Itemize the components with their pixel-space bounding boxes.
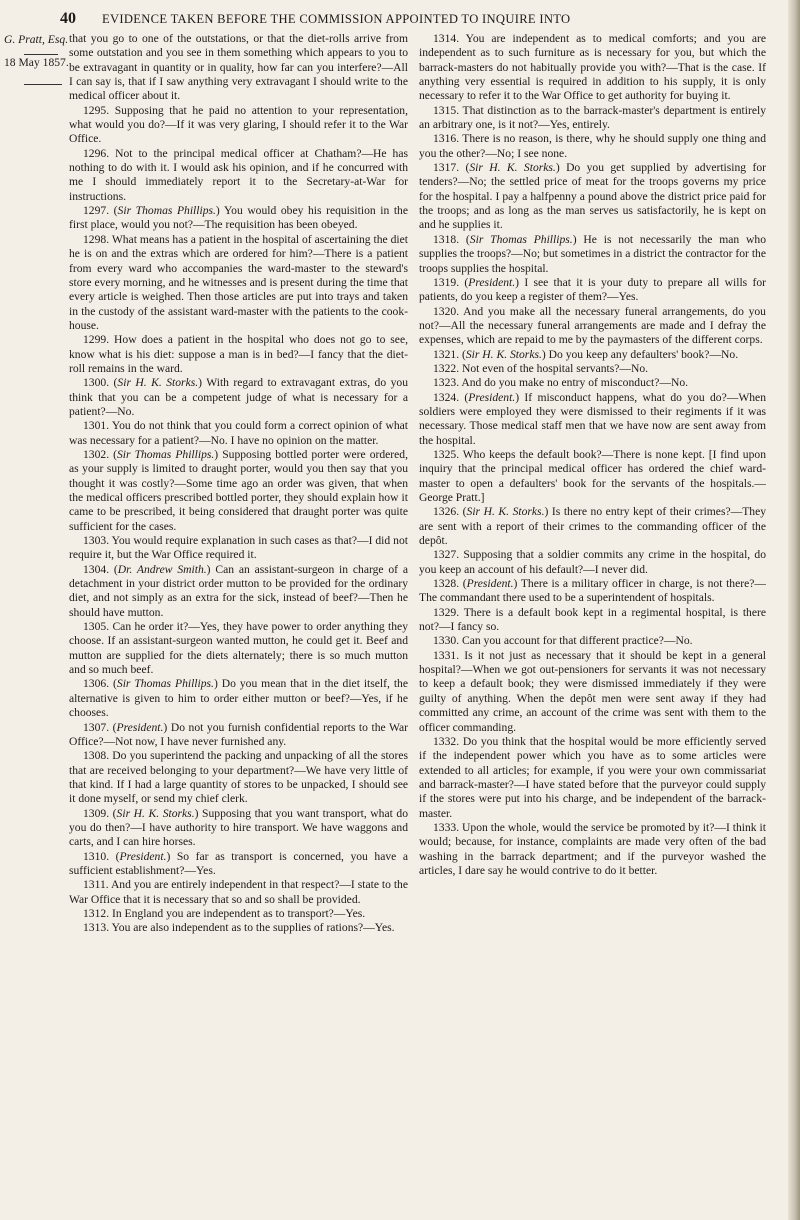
question-1321: 1321. (Sir H. K. Storks.) Do you keep any defaulters' book?—No. <box>433 347 739 361</box>
question-text: Is there no entry kept of their crimes?—They are sent with a report of their crimes to the commanding officer of the depôt. <box>419 505 767 548</box>
question-text: I see that it is your duty to prepare all wills for patients, do you keep a register of them?—Yes. <box>419 275 766 304</box>
question-1315 <box>419 104 766 133</box>
speaker-name: President. <box>468 390 516 404</box>
continued-answer <box>69 32 408 104</box>
question-text: Do you mean that in the diet itself, the alternative is given to him to order either mutton or beef?—Yes, if he chooses. <box>69 677 409 720</box>
question-text: Do you keep any defaulters' book?—No. <box>548 347 739 361</box>
question-1305 <box>69 620 408 677</box>
question-text: There is a default book kept in a regimental hospital, is there not?—I fancy so. <box>419 605 766 634</box>
question-1322 <box>419 362 766 376</box>
question-1314 <box>419 32 766 104</box>
question-text: that you go to one of the outstations, or that the diet-rolls arrive from some outstation and you see in them something which appears to you to be extravagant in quantity or in quality, how far can you interfere?—All I can say is, that if I saw anything very extravagant I should write to the medical officer about it. <box>69 32 408 103</box>
question-text: Can he order it?—Yes, they have power to order anything they choose. If an assistant-surgeon wanted mutton, he could get it. Beef and mutton are supplied for the diets alternately; there is so much mutton and so much beef. <box>69 620 408 677</box>
question-1332 <box>419 735 766 821</box>
speaker-name: Sir Thomas Phillips. <box>116 677 214 691</box>
question-1319: 1319. (President.) I see that it is your duty to prepare all wills for patients, do you keep a register of them?—Yes. <box>419 275 766 304</box>
speaker-name: Dr. Andrew Smith. <box>117 562 207 576</box>
question-1320 <box>419 305 766 348</box>
question-1331 <box>419 649 766 735</box>
question-1324: 1324. (President.) If misconduct happens, what do you do?—When soldiers were employed they were dismissed to their regiments if it was necessary. Those medical staff men that we have now are sent away from the hospital. <box>419 390 766 447</box>
question-text: Not to the principal medical officer at Chatham?—He has nothing to do with it. I would ask his opinion, and if he concurred with me I should immediately report it to the Secretary-at-War for instructions. <box>69 146 409 203</box>
question-number: 1331. <box>433 648 465 662</box>
running-head: EVIDENCE TAKEN BEFORE THE COMMISSION APPOINTED TO INQUIRE INTO <box>102 12 571 26</box>
question-number: 1316. <box>433 132 463 146</box>
question-text: Do you think that the hospital would be more efficiently served if the independent power which you have as to some articles were extended to all articles; for example, if you were your own commissariat and barrack-master?—I have stated before that the purveyor could supply if the stores were put into his charge, and be independent of the barrack-master. <box>419 734 766 820</box>
question-1303 <box>69 534 408 563</box>
question-1308 <box>69 749 408 806</box>
question-number: 1313. <box>83 921 112 935</box>
question-1311 <box>69 878 408 907</box>
question-text: And you are entirely independent in that respect?—I state to the War Office that it is necessary that so and so shall be provided. <box>69 878 408 906</box>
speaker-name: Sir Thomas Phillips. <box>117 204 216 218</box>
question-text: Can you account for that different practice?—No. <box>461 634 693 648</box>
speaker-name: President. <box>119 849 167 863</box>
question-1317: 1317. (Sir H. K. Storks.) Do you get supplied by advertising for tenders?—No; the settled price of meat for the troops governs my price for the hospital. I pay a halfpenny a pound above the district price paid for the troops; and as long as the man serves us satisfactorily, he is kept on and he supplies it. <box>419 161 766 232</box>
question-text: There is no reason, is there, why he should supply one thing and you the other?—No; I see none. <box>419 132 766 160</box>
question-number: 1324. <box>433 390 465 404</box>
question-1306: 1306. (Sir Thomas Phillips.) Do you mean that in the diet itself, the alternative is given to him to order either mutton or beef?—Yes, if he chooses. <box>69 677 409 720</box>
question-text: In England you are independent as to transport?—Yes. <box>111 906 366 920</box>
question-text: Supposing that a soldier commits any crime in the hospital, do you keep an account of his default?—I never did. <box>419 548 767 576</box>
question-text: Supposing that you want transport, what do you do then?—I have authority to hire transport. We have waggons and carts, and I can hire horses. <box>69 806 409 849</box>
question-number: 1314. <box>433 32 466 45</box>
page-number: 40 <box>60 10 76 27</box>
question-text: How does a patient in the hospital who does not go to see, know what is his diet: suppose a man is in bed?—I fancy that the diet-roll remains in the ward. <box>69 333 409 375</box>
question-1333 <box>419 821 766 878</box>
question-number: 1322. <box>433 361 462 375</box>
speaker-name: Sir H. K. Storks. <box>116 806 195 820</box>
question-text: Do you get supplied by advertising for tenders?—No; the settled price of meat for the troops governs my price for the hospital. I pay a halfpenny a pound above the district price paid for the troops; and as long as the man serves us satisfactorily, he is kept on and he supplies it. <box>419 161 766 232</box>
question-text: Is it not just as necessary that it should be kept in a general hospital?—When we got out-pensioners for servants it was not necessary to keep a default book; they were dismissed immediately if they were guilty of anything. When the depôt men were sent away if they had committed any crime, an account of the crime was sent with them to the officer commanding. <box>419 648 767 734</box>
margin-rule <box>24 84 62 85</box>
question-1312 <box>69 907 408 921</box>
question-1323 <box>419 376 766 390</box>
question-1304: 1304. (Dr. Andrew Smith.) Can an assistant-surgeon in charge of a detachment in your district order mutton to be provided for the ordinary diet, and not simply as an extra for the sick, instead of beef?—Then he should have mutton. <box>69 562 409 619</box>
question-text: And do you make no entry of misconduct?—No. <box>461 376 689 390</box>
speaker-name: Sir H. K. Storks. <box>465 347 542 361</box>
question-1307: 1307. (President.) Do not you furnish confidential reports to the War Office?—Not now, I have never furnished any. <box>69 720 409 748</box>
question-text: Upon the whole, would the service be promoted by it?—I think it would; because, for instance, complaints are made very often of the bad washing in the barrack department; and if the purveyor washed the articles, I dare say he would contrive to do it better. <box>419 820 766 877</box>
witness-name: G. Pratt, Esq. <box>4 33 69 46</box>
testimony-date: 18 May 1857. <box>4 56 69 69</box>
left-column <box>69 32 408 936</box>
question-1330 <box>419 634 766 648</box>
speaker-name: Sir Thomas Phillips. <box>117 447 215 461</box>
speaker-name: President. <box>466 577 514 591</box>
question-1301 <box>69 419 408 448</box>
question-1309: 1309. (Sir H. K. Storks.) Supposing that you want transport, what do you do then?—I have authority to hire transport. We have waggons and carts, and I can hire horses. <box>69 806 409 849</box>
question-1297: 1297. (Sir Thomas Phillips.) You would obey his requisition in the first place, would you not?—The requisition has been obeyed. <box>69 204 408 232</box>
question-text: So far as transport is concerned, you have a sufficient establishment?—Yes. <box>69 849 409 877</box>
question-number: 1306. <box>83 677 114 691</box>
question-text: With regard to extravagant extras, do you think that you can be a competent judge of what is necessary for a patient?—No. <box>69 376 408 418</box>
question-number: 1299. <box>83 333 115 347</box>
question-number: 1329. <box>433 605 464 619</box>
question-text: He is not necessarily the man who supplies the troops?—No; but sometimes in a district the contractor for the troops supplies the hospital. <box>419 232 766 275</box>
question-number: 1295. <box>83 103 115 117</box>
question-1298 <box>69 233 408 333</box>
question-1313 <box>69 921 408 935</box>
question-text: That distinction as to the barrack-master's department is entirely an arbitrary one, is it not?—Yes, entirely. <box>419 103 766 132</box>
question-text: Do not you furnish confidential reports to the War Office?—Not now, I have never furnished any. <box>69 720 409 748</box>
question-text: Supposing bottled porter were ordered, as your supply is limited to draught porter, would you then say that you thought it was costly?—Some time ago an order was given, that when the medical officers prescribed bottled porter, they should explain how it came to be prescribed, it being considered that draught porter was quite sufficient for the cases. <box>69 447 409 533</box>
question-1299 <box>69 333 408 376</box>
question-number: 1310. <box>83 849 116 863</box>
page-header <box>60 10 780 30</box>
question-number: 1319. <box>433 275 465 289</box>
speaker-name: Sir H. K. Storks. <box>469 161 556 175</box>
question-number: 1307. <box>83 720 113 734</box>
question-number: 1303. <box>83 534 112 548</box>
question-number: 1323. <box>433 376 462 390</box>
question-number: 1321. <box>433 347 462 361</box>
question-text: You are independent as to medical comforts; and you are independent as to such furniture as is necessary for you, but which the barrack-masters do not habitually provide you with?—That is the case. If anything very essential is required in addition to his supply, it is only necessary to refer it to the War Office to get authority for buying it. <box>419 32 766 103</box>
question-number: 1327. <box>433 548 464 562</box>
question-1316 <box>419 132 766 161</box>
question-1296 <box>69 147 408 204</box>
question-number: 1325. <box>433 447 463 461</box>
question-text: Supposing that he paid no attention to your representation, what would you do?—If it was very glaring, I should refer it to the War Office. <box>69 103 409 146</box>
margin-note <box>4 32 69 85</box>
question-text: You do not think that you could form a correct opinion of what was necessary for a patient?—No. I have no opinion on the matter. <box>69 419 409 447</box>
speaker-name: Sir H. K. Storks. <box>466 505 545 519</box>
question-number: 1330. <box>433 634 462 648</box>
question-text: Do you superintend the packing and unpacking of all the stores that are received belonging to your department?—We have very little of that kind. If I had a large quantity of stores to be unpacked, I should see it done myself, or send my chief clerk. <box>69 749 408 806</box>
question-text: If misconduct happens, what do you do?—When soldiers were employed they were dismissed to their regiments if it was necessary. Those medical staff men that we have now are sent away from the hospital. <box>419 390 766 447</box>
question-text: You would obey his requisition in the first place, would you not?—The requisition has been obeyed. <box>69 204 408 232</box>
question-number: 1333. <box>433 820 463 834</box>
question-number: 1328. <box>433 577 463 591</box>
question-number: 1318. <box>433 232 466 246</box>
speaker-name: Sir Thomas Phillips. <box>469 232 573 246</box>
question-number: 1308. <box>83 749 113 763</box>
page-edge <box>788 0 800 1220</box>
question-1326: 1326. (Sir H. K. Storks.) Is there no entry kept of their crimes?—They are sent with a report of their crimes to the commanding officer of the depôt. <box>419 505 767 548</box>
question-1318: 1318. (Sir Thomas Phillips.) He is not necessarily the man who supplies the troops?—No; but sometimes in a district the contractor for the troops supplies the hospital. <box>419 232 766 275</box>
speaker-name: President. <box>468 275 516 289</box>
question-number: 1332. <box>433 734 463 748</box>
question-1295 <box>69 104 408 147</box>
question-text: What means has a patient in the hospital of ascertaining the diet he is on and the extras which are ordered for him?—There is a patient from every ward who accompanies the ward-master to the steward's store every morning, and he witnesses and is present during the time that every article is weighed. Then those articles are put into trays and taken in the custody of the assistant ward-master with the patients to the cook-house. <box>69 232 408 332</box>
question-number: 1298. <box>83 232 112 246</box>
question-number: 1304. <box>83 562 114 576</box>
question-number: 1320. <box>433 304 464 318</box>
question-number: 1302. <box>83 447 114 461</box>
right-column <box>419 32 766 878</box>
question-text: You are also independent as to the supplies of rations?—Yes. <box>111 921 395 935</box>
question-text: There is a military officer in charge, is not there?—The commandant there used to be a superintendent of hospitals. <box>419 577 766 605</box>
question-number: 1305. <box>83 620 113 634</box>
question-1302: 1302. (Sir Thomas Phillips.) Supposing bottled porter were ordered, as your supply is limited to draught porter, would you then say that you thought it was costly?—Some time ago an order was given, that when the medical officers prescribed bottled porter, they should explain how it came to be prescribed, it being considered that draught porter was quite sufficient for the cases. <box>69 447 409 533</box>
question-text: You would require explanation in such cases as that?—I did not require it, but the War Office required it. <box>69 534 408 562</box>
question-text: Not even of the hospital servants?—No. <box>461 361 649 375</box>
question-number: 1297. <box>83 204 114 218</box>
question-1325 <box>419 448 766 505</box>
speaker-name: Sir H. K. Storks. <box>117 376 199 390</box>
question-number: 1315. <box>433 103 463 117</box>
question-number: 1300. <box>83 376 114 390</box>
question-1327 <box>419 548 766 577</box>
question-number: 1309. <box>83 806 113 820</box>
question-text: And you make all the necessary funeral arrangements, do you not?—All the necessary funeral arrangements are made and I defray the expenses, which are repaid to me by the paymasters of the different corps. <box>419 304 766 347</box>
speaker-name: President. <box>116 720 164 734</box>
question-number: 1312. <box>83 906 112 920</box>
question-number: 1311. <box>83 878 111 892</box>
question-1310: 1310. (President.) So far as transport is concerned, you have a sufficient establishment?—Yes. <box>69 849 409 877</box>
question-number: 1301. <box>83 419 112 433</box>
question-1328: 1328. (President.) There is a military officer in charge, is not there?—The commandant there used to be a superintendent of hospitals. <box>419 577 766 605</box>
question-1329 <box>419 606 766 635</box>
question-number: 1296. <box>83 146 116 160</box>
question-1300: 1300. (Sir H. K. Storks.) With regard to extravagant extras, do you think that you can be a competent judge of what is necessary for a patient?—No. <box>69 376 408 418</box>
question-number: 1317. <box>433 161 466 175</box>
question-number: 1326. <box>433 505 463 519</box>
question-text: Can an assistant-surgeon in charge of a detachment in your district order mutton to be provided for the ordinary diet, and not simply as an extra for the sick, instead of beef?—Then he should have mutton. <box>69 562 409 619</box>
question-text: Who keeps the default book?—There is none kept. [I find upon inquiry that the principal medical officer has ordered the chief ward-master to open a defaulters' book for the servants of the hospitals.—George Pratt.] <box>419 447 766 504</box>
